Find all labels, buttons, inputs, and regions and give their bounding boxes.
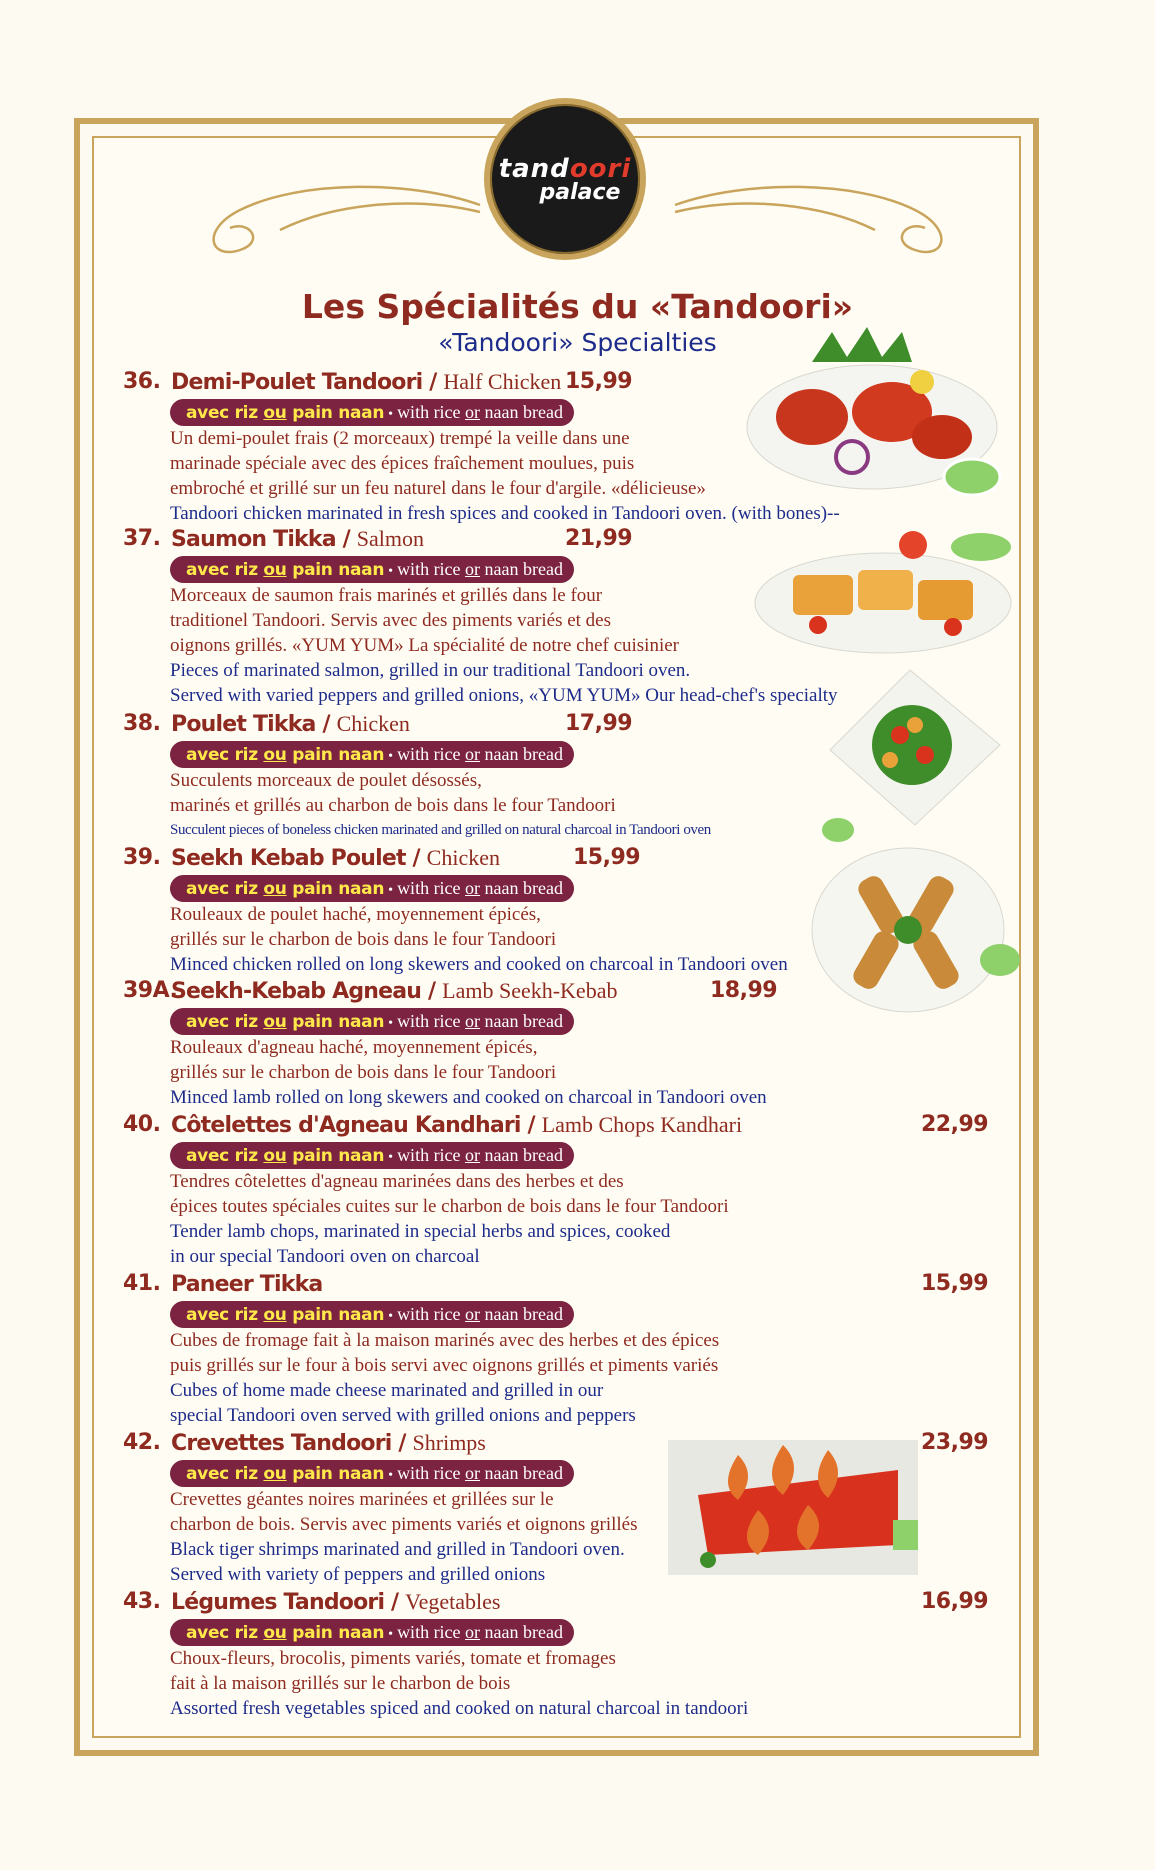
description-fr: traditionel Tandoori. Servis avec des piments variés et des (170, 610, 612, 631)
item-price: 22,99 (921, 1112, 989, 1137)
item-number: 40. (123, 1112, 161, 1137)
description-fr: Un demi-poulet frais (2 morceaux) trempé la veille dans une (170, 428, 630, 449)
description-en: special Tandoori oven served with grilled onions and peppers (170, 1405, 636, 1426)
item-description (170, 1487, 638, 1587)
description-en: Minced chicken rolled on long skewers and cooked on charcoal in Tandoori oven (170, 954, 788, 975)
description-en: Tandoori chicken marinated in fresh spices and cooked in Tandoori oven. (with bones)-- (170, 503, 840, 524)
item-number: 37. (123, 526, 161, 551)
item-number: 41. (123, 1271, 161, 1296)
item-price: 15,99 (921, 1271, 989, 1296)
item-name: Côtelettes d'Agneau Kandhari / Lamb Chops Kandhari (171, 1112, 743, 1138)
description-fr: Rouleaux de poulet haché, moyennement épicés, (170, 904, 541, 925)
description-fr: marinés et grillés au charbon de bois dans le four Tandoori (170, 795, 616, 816)
item-description (170, 1035, 767, 1110)
description-fr: embroché et grillé sur un feu naturel dans le four d'argile. «délicieuse» (170, 478, 706, 499)
side-option-badge: avec riz ou pain naan • with rice or naan bread (170, 1008, 574, 1035)
item-description (170, 1328, 719, 1428)
description-fr: marinade spéciale avec des épices fraîchement moulues, puis (170, 453, 635, 474)
description-en: in our special Tandoori oven on charcoal (170, 1246, 480, 1267)
tandoori-shrimp-photo (668, 1425, 918, 1575)
item-name: Poulet Tikka / Chicken (171, 711, 410, 737)
item-name: Crevettes Tandoori / Shrimps (171, 1430, 486, 1456)
side-option-badge: avec riz ou pain naan • with rice or naan bread (170, 1460, 574, 1487)
description-en: Minced lamb rolled on long skewers and cooked on charcoal in Tandoori oven (170, 1087, 767, 1108)
tandoori-chicken-photo (742, 322, 1012, 512)
side-option-badge: avec riz ou pain naan • with rice or naan bread (170, 741, 574, 768)
description-fr: grillés sur le charbon de bois dans le four Tandoori (170, 929, 557, 950)
item-description (170, 768, 711, 843)
description-fr: Tendres côtelettes d'agneau marinées dans des herbes et des (170, 1171, 624, 1192)
item-number: 42. (123, 1430, 161, 1455)
side-option-badge: avec riz ou pain naan • with rice or naan bread (170, 1619, 574, 1646)
description-en: Cubes of home made cheese marinated and grilled in our (170, 1380, 604, 1401)
item-number: 39A. (123, 978, 178, 1003)
item-description (170, 902, 788, 977)
item-price: 15,99 (565, 369, 633, 394)
side-option-badge: avec riz ou pain naan • with rice or naan bread (170, 399, 574, 426)
side-option-badge: avec riz ou pain naan • with rice or naan bread (170, 875, 574, 902)
description-en: Black tiger shrimps marinated and grilled in Tandoori oven. (170, 1539, 625, 1560)
item-description (170, 583, 838, 708)
item-name: Seekh Kebab Poulet / Chicken (171, 845, 500, 871)
page-subtitle: «Tandoori» Specialties (438, 328, 717, 357)
description-fr: puis grillés sur le four à bois servi avec oignons grillés et piments variés (170, 1355, 719, 1376)
item-name: Légumes Tandoori / Vegetables (171, 1589, 501, 1615)
description-fr: grillés sur le charbon de bois dans le four Tandoori (170, 1062, 557, 1083)
item-price: 21,99 (565, 526, 633, 551)
item-name: Demi-Poulet Tandoori / Half Chicken (171, 369, 562, 395)
item-name: Paneer Tikka (171, 1272, 323, 1297)
side-option-badge: avec riz ou pain naan • with rice or naan bread (170, 1142, 574, 1169)
restaurant-logo: tandoori palace (484, 98, 646, 260)
description-en: Served with variety of peppers and grilled onions (170, 1564, 546, 1585)
item-number: 36. (123, 369, 161, 394)
description-en: Assorted fresh vegetables spiced and cooked on natural charcoal in tandoori (170, 1698, 749, 1719)
item-name: Seekh-Kebab Agneau / Lamb Seekh-Kebab (171, 978, 618, 1004)
item-price: 23,99 (921, 1430, 989, 1455)
description-fr: Succulents morceaux de poulet désossés, (170, 770, 482, 791)
item-price: 15,99 (573, 845, 641, 870)
description-en: Tender lamb chops, marinated in special herbs and spices, cooked (170, 1221, 671, 1242)
description-en: Pieces of marinated salmon, grilled in our traditional Tandoori oven. (170, 660, 691, 681)
description-fr: fait à la maison grillés sur le charbon de bois (170, 1673, 511, 1694)
item-price: 16,99 (921, 1589, 989, 1614)
description-fr: Morceaux de saumon frais marinés et grillés dans le four (170, 585, 603, 606)
description-fr: Rouleaux d'agneau haché, moyennement épicés, (170, 1037, 538, 1058)
description-en: Succulent pieces of boneless chicken marinated and grilled on natural charcoal in Tandoori oven (170, 822, 711, 838)
page-title: Les Spécialités du «Tandoori» (301, 287, 854, 326)
item-price: 18,99 (710, 978, 778, 1003)
description-fr: Choux-fleurs, brocolis, piments variés, tomate et fromages (170, 1648, 616, 1669)
description-fr: oignons grillés. «YUM YUM» La spécialité de notre chef cuisinier (170, 635, 680, 656)
item-description (170, 1169, 729, 1269)
item-number: 43. (123, 1589, 161, 1614)
salmon-tikka-photo (753, 525, 1013, 665)
side-option-badge: avec riz ou pain naan • with rice or naan bread (170, 1301, 574, 1328)
item-name: Saumon Tikka / Salmon (171, 526, 424, 552)
description-en: Served with varied peppers and grilled onions, «YUM YUM» Our head-chef's specialty (170, 685, 838, 706)
description-fr: Crevettes géantes noires marinées et grillées sur le (170, 1489, 554, 1510)
item-number: 38. (123, 711, 161, 736)
chicken-tikka-photo (820, 665, 1005, 845)
item-number: 39. (123, 845, 161, 870)
side-option-badge: avec riz ou pain naan • with rice or naan bread (170, 556, 574, 583)
seekh-kebab-photo (808, 835, 1023, 1020)
description-fr: Cubes de fromage fait à la maison marinés avec des herbes et des épices (170, 1330, 720, 1351)
item-description (170, 426, 840, 526)
item-price: 17,99 (565, 711, 633, 736)
item-description (170, 1646, 748, 1721)
description-fr: charbon de bois. Servis avec piments variés et oignons grillés (170, 1514, 638, 1535)
description-fr: épices toutes spéciales cuites sur le charbon de bois dans le four Tandoori (170, 1196, 729, 1217)
